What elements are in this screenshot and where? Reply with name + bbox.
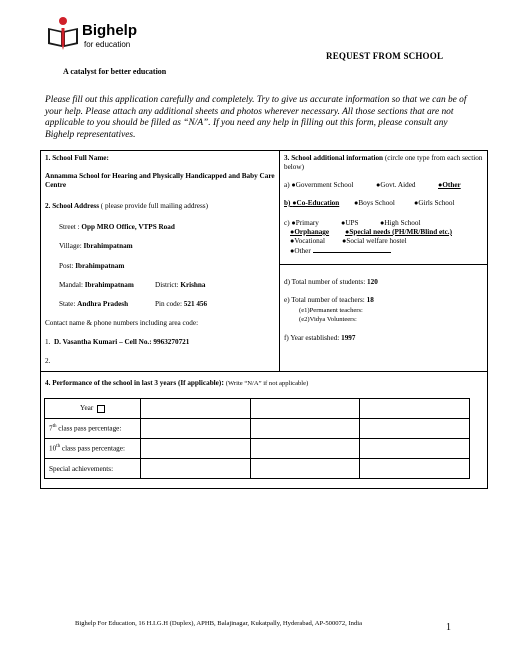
performance-table (44, 398, 470, 479)
brand-name: Bighelp (82, 22, 137, 39)
row-7th-year-2[interactable] (250, 419, 360, 439)
village-field[interactable]: Village: Ibrahimpatnam (59, 242, 133, 250)
post-field[interactable]: Post: Ibrahimpatnam (59, 262, 125, 270)
row-10th-year-1[interactable] (140, 439, 250, 459)
district-field[interactable]: District: Krishna (155, 281, 206, 289)
total-teachers-field[interactable]: e) Total number of teachers: 18 (284, 296, 374, 304)
option-govt-aided[interactable]: ●Govt. Aided (376, 181, 416, 189)
row-7th-year-3[interactable] (360, 419, 470, 439)
pin-code-field[interactable]: Pin code: 521 456 (155, 300, 208, 308)
state-field[interactable]: State: Andhra Pradesh (59, 300, 129, 308)
page-title: REQUEST FROM SCHOOL (326, 51, 444, 61)
footer-address: Bighelp For Education, 16 H.I.G.H (Duplex), APHB, Balajinagar, Kukatpally, Hyderabad, AP-500072, India (75, 620, 363, 627)
option-orphanage-selected[interactable]: ●Orphanage (290, 228, 330, 236)
right-inner-divider (279, 264, 488, 265)
tagline: A catalyst for better education (63, 67, 167, 76)
intro-instructions: Please fill out this application carefully and completely. Try to give us accurate information so that we can be of your help. Please attach any additional sheets and photos wherever necessary. All those sections that are not applicable to you should be filled as “N/A”. If you need any help in filling out this form, please consult any Bighelp representatives. (45, 95, 467, 140)
performance-label: 4. Performance of the school in last 3 years (If applicable): (Write “N/A” if not applicable) (45, 377, 309, 387)
row-10th-year-3[interactable] (360, 439, 470, 459)
table-row (45, 459, 470, 479)
school-type-row: a) ●Government School (284, 181, 354, 189)
additional-info-label: 3. School additional information (circle one type from each section below) (284, 154, 483, 171)
mandal-field[interactable]: Mandal: Ibrahimpatnam (59, 281, 134, 289)
total-students-field[interactable]: d) Total number of students: 120 (284, 278, 378, 286)
book-logo-icon (46, 16, 80, 52)
option-co-education-selected[interactable]: ●Co-Education (292, 199, 340, 207)
year-2-cell[interactable] (250, 399, 360, 419)
option-other-selected[interactable]: ●Other (438, 181, 461, 189)
other-blank-line (313, 246, 391, 253)
table-row (45, 399, 470, 419)
year-established-field[interactable]: f) Year established: 1997 (284, 334, 356, 342)
option-vocational[interactable]: ●Vocational (290, 237, 325, 245)
table-row (45, 419, 470, 439)
gender-type-row: b) ●Co-Education (284, 199, 340, 207)
year-3-cell[interactable] (360, 399, 470, 419)
option-primary[interactable]: ●Primary (291, 219, 319, 227)
contact-label: Contact name & phone numbers including area code: (45, 319, 199, 327)
arrow-right-icon (97, 405, 105, 413)
option-other[interactable]: ●Other (290, 246, 391, 256)
table-row (45, 439, 470, 459)
row-7th-year-1[interactable] (140, 419, 250, 439)
section-divider (40, 371, 488, 372)
row-special-year-3[interactable] (360, 459, 470, 479)
option-government-school[interactable]: ●Government School (291, 181, 354, 189)
row-7th-label: 7th class pass percentage: (45, 419, 141, 439)
row-special-year-2[interactable] (250, 459, 360, 479)
option-social-welfare-hostel[interactable]: ●Social welfare hostel (342, 237, 407, 245)
contact-1-field[interactable]: 1. D. Vasantha Kumari – Cell No.: 9963270721 (45, 338, 190, 346)
column-divider (279, 150, 280, 371)
option-girls-school[interactable]: ●Girls School (414, 199, 455, 207)
option-high-school[interactable]: ●High School (380, 219, 421, 227)
option-ups[interactable]: ●UPS (341, 219, 359, 227)
school-name-label: 1. School Full Name: (45, 154, 109, 162)
school-name-value[interactable]: Annamma School for Hearing and Physically Handicapped and Baby Care Centre (45, 172, 275, 189)
row-special-year-1[interactable] (140, 459, 250, 479)
year-1-cell[interactable] (140, 399, 250, 419)
option-special-needs-selected[interactable]: ●Special needs (PH/MR/Blind etc.) (345, 228, 452, 236)
year-header-cell: Year (45, 399, 141, 419)
contact-2-field[interactable]: 2. (45, 357, 51, 365)
row-10th-label: 10th class pass percentage: (45, 439, 141, 459)
level-type-row: c) ●Primary (284, 219, 319, 227)
row-10th-year-2[interactable] (250, 439, 360, 459)
vidya-volunteers-field[interactable]: (e2)Vidya Volunteers: (299, 316, 357, 323)
option-boys-school[interactable]: ●Boys School (354, 199, 395, 207)
bighelp-logo (46, 16, 80, 52)
row-special-label: Special achievements: (45, 459, 141, 479)
page-number: 1 (446, 622, 451, 633)
school-address-label: 2. School Address ( please provide full mailing address) (45, 202, 208, 210)
street-field[interactable]: Street : Opp MRO Office, VTPS Road (59, 223, 175, 231)
permanent-teachers-field[interactable]: (e1)Permanent teachers: (299, 307, 363, 314)
brand-subtitle: for education (84, 40, 131, 49)
